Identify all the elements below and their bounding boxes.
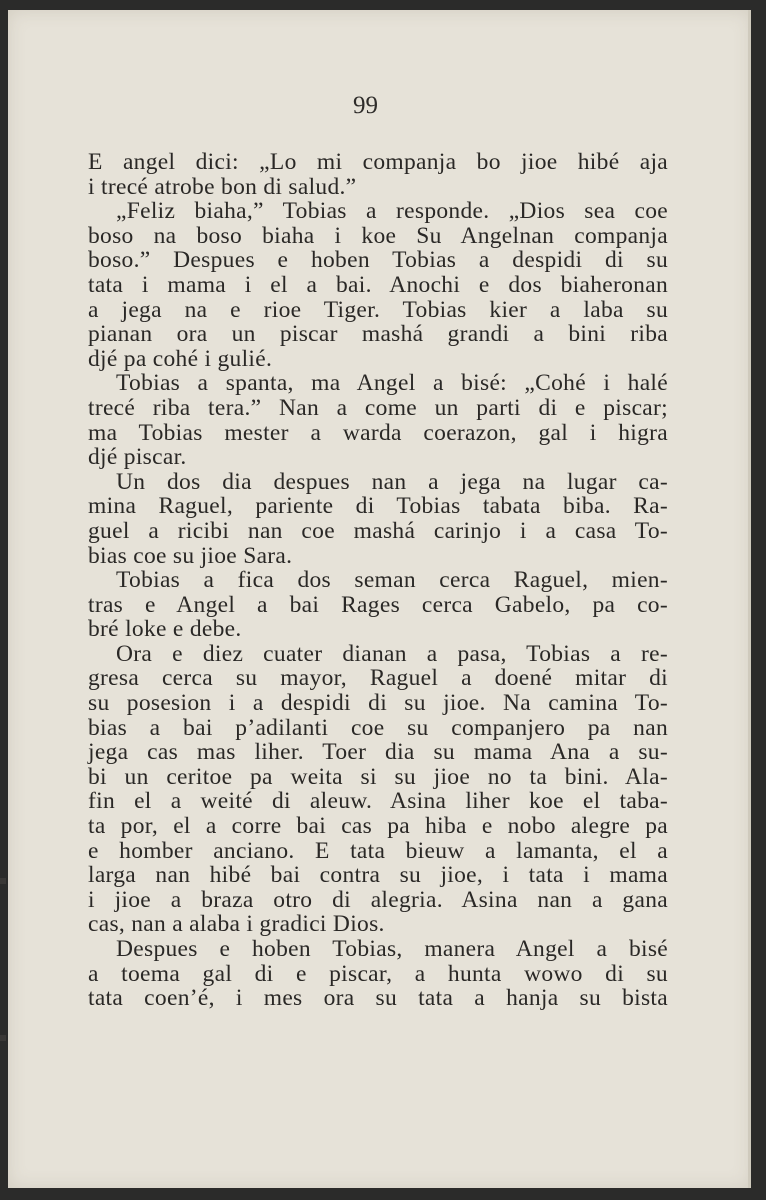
text-line: djé piscar.	[88, 444, 187, 471]
text-line: Despues e hoben Tobias, manera Angel a bisé	[116, 936, 668, 962]
text-line: a jega na e rioe Tiger. Tobias kier a laba su	[88, 296, 668, 323]
text-line: Tobias a spanta, ma Angel a bisé: „Cohé i halé	[116, 370, 668, 397]
text-line: a toema gal di e piscar, a hunta wowo di su	[88, 960, 668, 987]
text-line: ma Tobias mester a warda coerazon, gal i higra	[88, 419, 668, 446]
text-line: fin el a weité di aleuw. Asina liher koe el taba-	[88, 788, 668, 815]
text-line: bias a bai p’adilanti coe su companjero pa nan	[88, 714, 668, 741]
text-line: guel a ricibi nan coe mashá carinjo i a casa To-	[88, 517, 668, 544]
body-text	[88, 150, 668, 1011]
text-line: bré loke e debe.	[88, 616, 242, 643]
text-line: tata i mama i el a bai. Anochi e dos biaheronan	[88, 271, 668, 298]
text-line: Ora e diez cuater dianan a pasa, Tobias a re-	[116, 640, 668, 667]
margin-mark	[0, 878, 6, 884]
text-line: trecé riba tera.” Nan a come un parti di e piscar;	[88, 394, 668, 421]
text-line: djé pa cohé i gulié.	[88, 345, 273, 372]
text-line: e homber anciano. E tata bieuw a lamanta, el a	[88, 837, 668, 864]
book-page	[8, 10, 751, 1188]
page-edge	[748, 10, 751, 1188]
text-line: Un dos dia despues nan a jega na lugar ca-	[116, 468, 668, 495]
text-line: jega cas mas liher. Toer dia su mama Ana a su-	[88, 739, 668, 766]
text-line: tata coen’é, i mes ora su tata a hanja su bista	[88, 985, 668, 1012]
text-line: „Feliz biaha,” Tobias a responde. „Dios sea coe	[116, 198, 668, 225]
page-number: 99	[353, 92, 378, 119]
text-line: larga nan hibé bai contra su jioe, i tata i mama	[88, 862, 668, 889]
text-line: bi un ceritoe pa weita si su jioe no ta bini. Ala-	[88, 763, 668, 790]
text-line: tras e Angel a bai Rages cerca Gabelo, pa co-	[88, 591, 668, 618]
margin-mark	[0, 1035, 6, 1041]
text-line: bias coe su jioe Sara.	[88, 542, 293, 569]
text-line: i trecé atrobe bon di salud.”	[88, 173, 357, 200]
text-line: boso.” Despues e hoben Tobias a despidi di su	[88, 247, 668, 274]
text-line: Tobias a fica dos seman cerca Raguel, mien-	[116, 567, 668, 594]
text-line: su posesion i a despidi di su jioe. Na camina To-	[88, 690, 668, 717]
text-line: cas, nan a alaba i gradici Dios.	[88, 911, 385, 938]
text-line: gresa cerca su mayor, Raguel a doené mitar di	[88, 665, 668, 692]
text-line: E angel dici: „Lo mi companja bo jioe hibé aja	[88, 149, 668, 175]
text-line: mina Raguel, pariente di Tobias tabata biba. Ra-	[88, 493, 668, 520]
text-line: i jioe a braza otro di alegria. Asina nan a gana	[88, 886, 668, 913]
text-line: boso na boso biaha i koe Su Angelnan companja	[88, 222, 668, 249]
text-line: ta por, el a corre bai cas pa hiba e nobo alegre pa	[88, 813, 668, 840]
text-line: pianan ora un piscar mashá grandi a bini riba	[88, 321, 668, 348]
